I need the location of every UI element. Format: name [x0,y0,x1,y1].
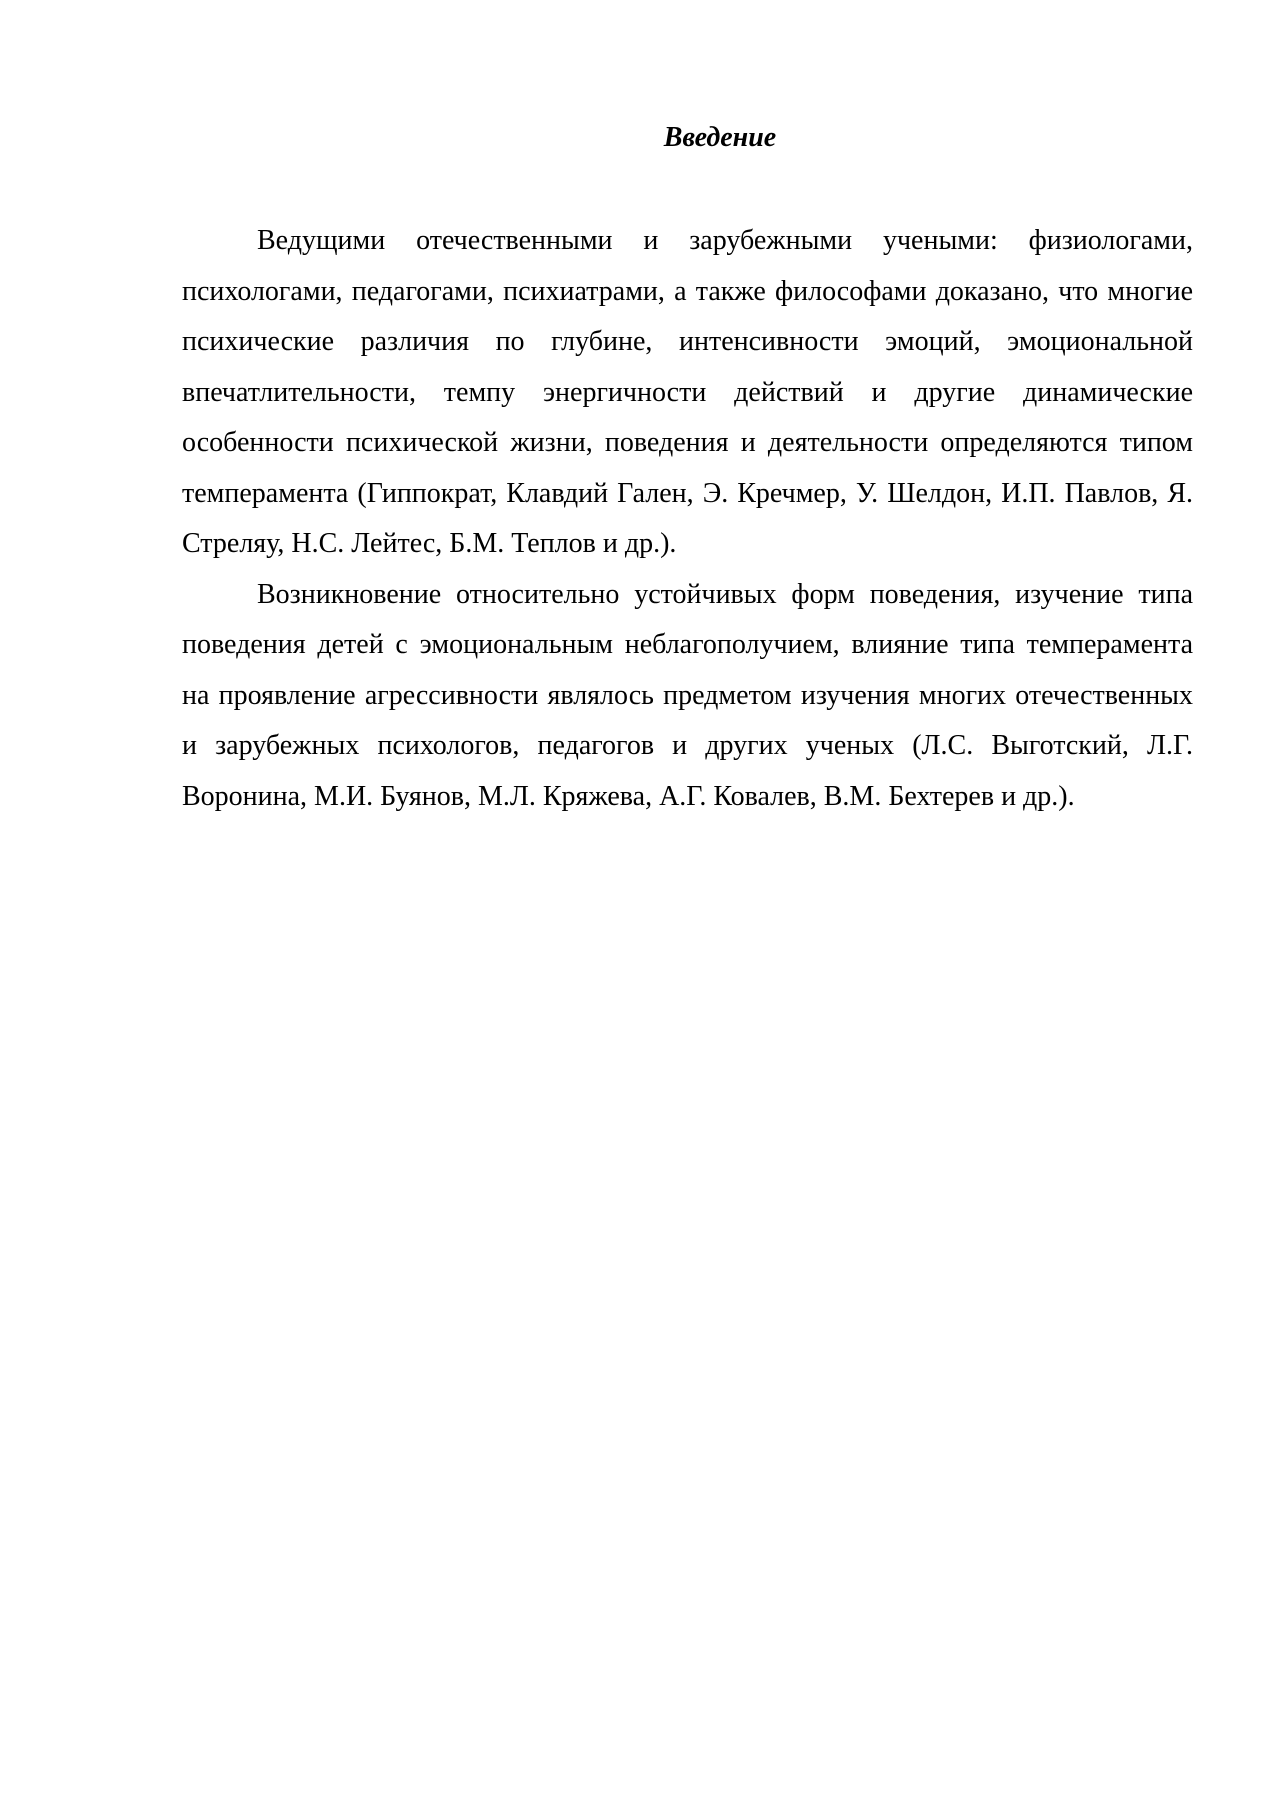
paragraph-2: Возникновение относительно устойчивых форм поведения, изучение типа поведения детей с эмоциональным неблагополучием, влияние типа темперамента на проявление агрессивности являлось предметом изучения многих отечественных и зарубежных психологов, педагогов и других ученых (Л.С. Выготский, Л.Г. Воронина, М.И. Буянов, М.Л. Кряжева, А.Г. Ковалев, В.М. Бехтерев и др.). [182,578,1193,812]
paragraph-1: Ведущими отечественными и зарубежными учеными: физиологами, психологами, педагогами, психиатрами, а также философами доказано, что многие психические различия по глубине, интенсивности эмоций, эмоциональной впечатлительности, темпу энергичности действий и другие динамические особенности психической жизни, поведения и деятельности определяются типом темперамента (Гиппократ, Клавдий Гален, Э. Кречмер, У. Шелдон, И.П. Павлов, Я. Стреляу, Н.С. Лейтес, Б.М. Теплов и др.). [182,225,1193,559]
page-title: Введение [663,122,777,153]
document-body [182,216,1193,822]
